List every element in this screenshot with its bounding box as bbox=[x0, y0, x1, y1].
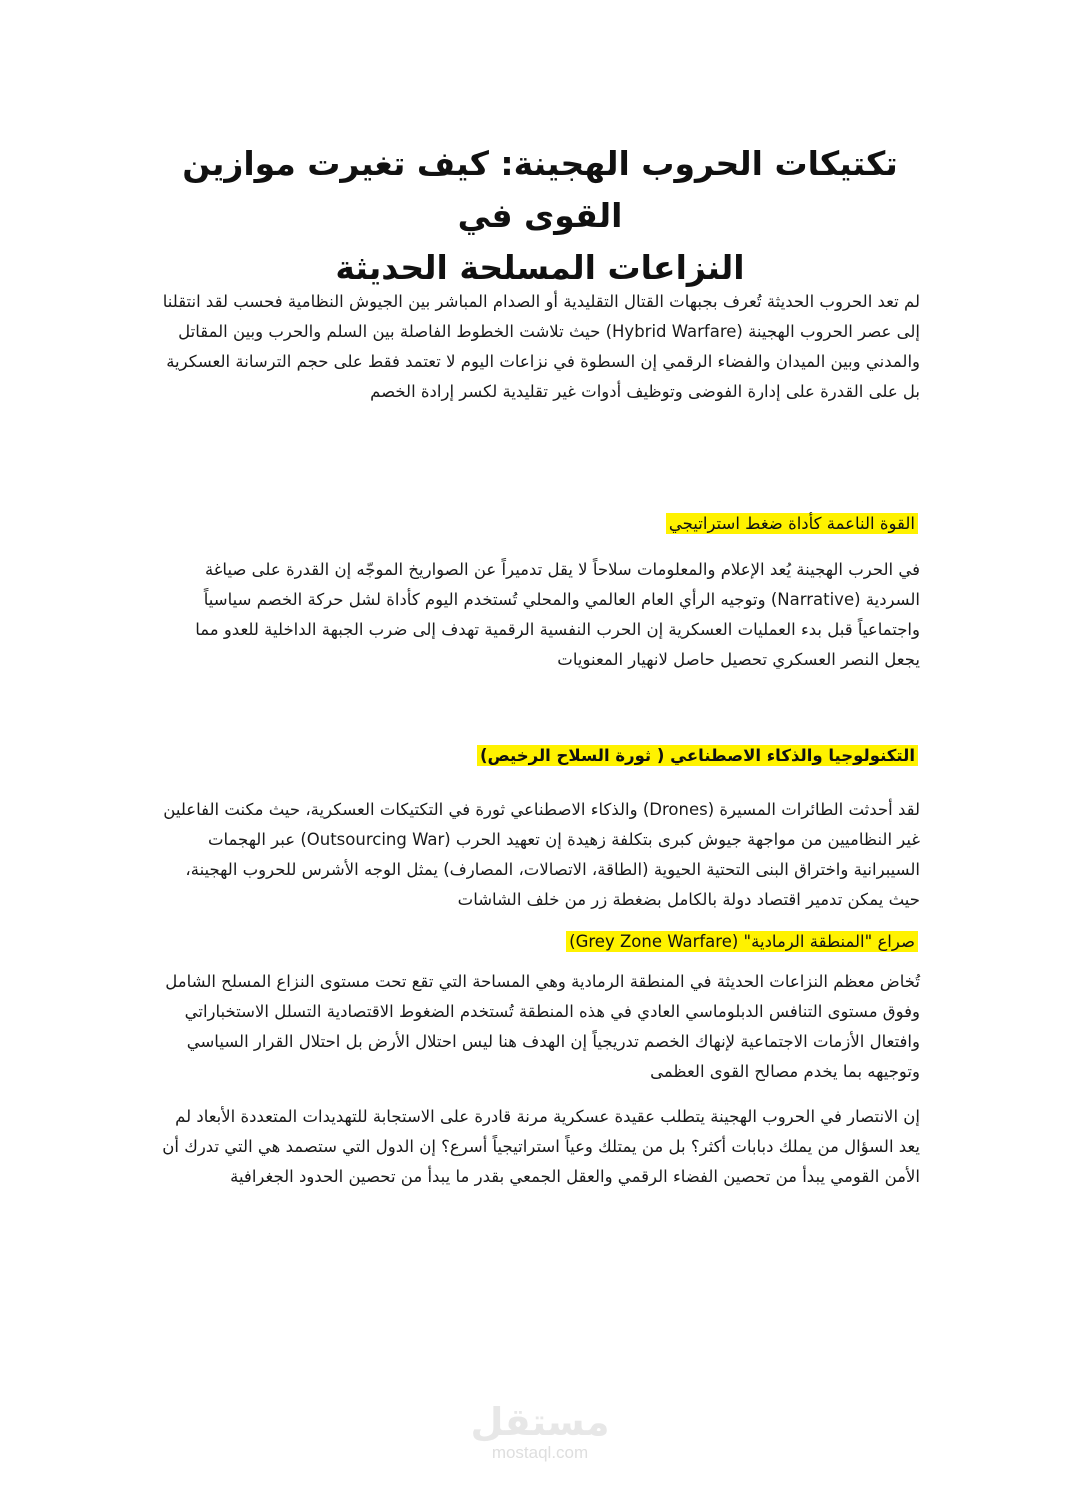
intro-paragraph: لم تعد الحروب الحديثة تُعرف بجبهات القتال التقليدية أو الصدام المباشر بين الجيوش النظامية فحسب لقد انتقلنا إلى عصر الحروب الهجينة (Hybrid Warfare) حيث تلاشت الخطوط الفاصلة بين السلم والحرب وبين المقاتل والمدني وبين الميدان والفضاء الرقمي إن السطوة في نزاعات اليوم لا تعتمد فقط على حجم الترسانة العسكرية بل على القدرة على إدارة الفوضى وتوظيف أدوات غير تقليدية لكسر إرادة الخصم bbox=[162, 292, 920, 401]
section-heading-technology bbox=[477, 744, 918, 768]
highlighted-heading-text: صراع "المنطقة الرمادية" (Grey Zone Warfare) bbox=[566, 931, 918, 952]
section-heading-soft-power bbox=[666, 512, 918, 536]
conclusion-paragraph: إن الانتصار في الحروب الهجينة يتطلب عقيدة عسكرية مرنة قادرة على الاستجابة للتهديدات المتعددة الأبعاد لم يعد السؤال من يملك دبابات أكثر؟ بل من يمتلك وعياً استراتيجياً أسرع؟ إن الدول التي ستصمد هي التي تدرك أن الأمن القومي يبدأ من تحصين الفضاء الرقمي والعقل الجمعي بقدر ما يبدأ من تحصين الحدود الجغرافية bbox=[162, 1107, 920, 1186]
document-title bbox=[160, 138, 920, 294]
section-body-grey-zone: تُخاض معظم النزاعات الحديثة في المنطقة الرمادية وهي المساحة التي تقع تحت مستوى النزاع المسلح الشامل وفوق مستوى التنافس الدبلوماسي العادي في هذه المنطقة تُستخدم الضغوط الاقتصادية التسلل الاستخباراتي وافتعال الأزمات الاجتماعية لإنهاك الخصم تدريجياً إن الهدف هنا ليس احتلال الأرض بل احتلال القرار السياسي وتوجيهه بما يخدم مصالح القوى العظمى bbox=[165, 972, 920, 1081]
section-body-soft-power: في الحرب الهجينة يُعد الإعلام والمعلومات سلاحاً لا يقل تدميراً عن الصواريخ الموجّه إن القدرة على صياغة السردية (Narrative) وتوجيه الرأي العام العالمي والمحلي تُستخدم اليوم كأداة لشل حركة الخصم سياسياً واجتماعياً قبل بدء العمليات العسكرية إن الحرب النفسية الرقمية تهدف إلى ضرب الجبهة الداخلية للعدو مما يجعل النصر العسكري تحصيل حاصل لانهيار المعنويات bbox=[195, 560, 920, 669]
section-heading-grey-zone bbox=[566, 930, 918, 954]
section-body-technology: لقد أحدثت الطائرات المسيرة (Drones) والذكاء الاصطناعي ثورة في التكتيكات العسكرية، حيث مكنت الفاعلين غير النظاميين من مواجهة جيوش كبرى بتكلفة زهيدة إن تعهيد الحرب (Outsourcing War) عبر الهجمات السيبرانية واختراق البنى التحتية الحيوية (الطاقة، الاتصالات، المصارف) يمثل الوجه الأشرس للحروب الهجينة، حيث يمكن تدمير اقتصاد دولة بالكامل بضغطة زر من خلف الشاشات bbox=[163, 800, 920, 909]
highlighted-heading-text: التكنولوجيا والذكاء الاصطناعي ( ثورة السلاح الرخيص) bbox=[477, 745, 918, 766]
watermark-logo: مستقل bbox=[470, 1400, 610, 1444]
title-line-2: النزاعات المسلحة الحديثة bbox=[335, 248, 745, 287]
watermark-url: mostaql.com bbox=[491, 1443, 589, 1462]
highlighted-heading-text: القوة الناعمة كأداة ضغط استراتيجي bbox=[666, 513, 918, 534]
title-line-1: تكتيكات الحروب الهجينة: كيف تغيرت موازين القوى في bbox=[182, 144, 898, 235]
mostaql-watermark bbox=[470, 1400, 610, 1470]
